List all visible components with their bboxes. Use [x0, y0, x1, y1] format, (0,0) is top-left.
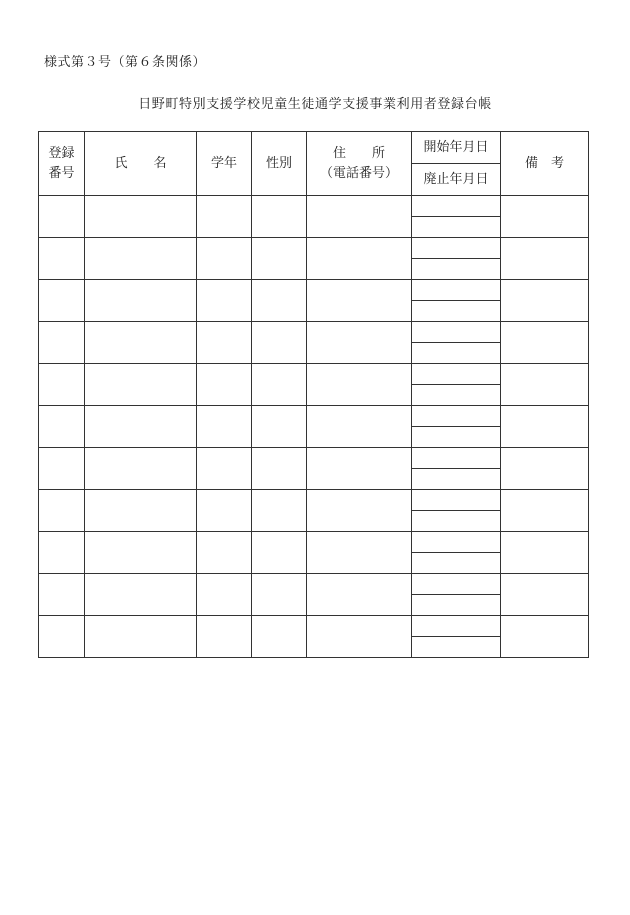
cell-address[interactable] — [307, 532, 412, 574]
cell-start-date[interactable] — [412, 238, 501, 259]
header-address-line1: 住 所 — [332, 145, 385, 161]
header-gender: 性別 — [252, 132, 307, 196]
table-row — [39, 238, 589, 259]
cell-address[interactable] — [307, 322, 412, 364]
cell-gender[interactable] — [252, 532, 307, 574]
cell-grade[interactable] — [197, 364, 252, 406]
cell-remarks[interactable] — [501, 406, 589, 448]
cell-grade[interactable] — [197, 574, 252, 616]
cell-remarks[interactable] — [501, 616, 589, 658]
cell-start-date[interactable] — [412, 280, 501, 301]
cell-name[interactable] — [85, 532, 197, 574]
header-registration-number-line1: 登録 — [48, 145, 75, 161]
cell-name[interactable] — [85, 196, 197, 238]
cell-remarks[interactable] — [501, 196, 589, 238]
cell-gender[interactable] — [252, 574, 307, 616]
cell-name[interactable] — [85, 448, 197, 490]
cell-gender[interactable] — [252, 322, 307, 364]
form-number-label: 様式第３号（第６条関係） — [44, 55, 207, 70]
cell-gender[interactable] — [252, 616, 307, 658]
cell-registration-number[interactable] — [39, 490, 85, 532]
header-registration-number — [39, 132, 85, 196]
table-row — [39, 364, 589, 385]
cell-grade[interactable] — [197, 448, 252, 490]
cell-grade[interactable] — [197, 616, 252, 658]
cell-end-date[interactable] — [412, 553, 501, 574]
table-row — [39, 574, 589, 595]
cell-remarks[interactable] — [501, 490, 589, 532]
table-row — [39, 322, 589, 343]
registration-ledger-table — [38, 131, 589, 658]
cell-grade[interactable] — [197, 322, 252, 364]
cell-start-date[interactable] — [412, 490, 501, 511]
cell-remarks[interactable] — [501, 574, 589, 616]
cell-registration-number[interactable] — [39, 364, 85, 406]
cell-address[interactable] — [307, 238, 412, 280]
cell-registration-number[interactable] — [39, 322, 85, 364]
cell-end-date[interactable] — [412, 637, 501, 658]
table-row — [39, 490, 589, 511]
document-title: 日野町特別支援学校児童生徒通学支援事業利用者登録台帳 — [138, 97, 492, 112]
cell-start-date[interactable] — [412, 532, 501, 553]
cell-end-date[interactable] — [412, 427, 501, 448]
cell-remarks[interactable] — [501, 238, 589, 280]
table-row — [39, 406, 589, 427]
cell-name[interactable] — [85, 574, 197, 616]
cell-registration-number[interactable] — [39, 574, 85, 616]
cell-registration-number[interactable] — [39, 532, 85, 574]
cell-gender[interactable] — [252, 280, 307, 322]
cell-remarks[interactable] — [501, 364, 589, 406]
cell-end-date[interactable] — [412, 511, 501, 532]
table-row — [39, 280, 589, 301]
cell-address[interactable] — [307, 406, 412, 448]
cell-name[interactable] — [85, 406, 197, 448]
cell-registration-number[interactable] — [39, 406, 85, 448]
header-remarks: 備 考 — [501, 132, 589, 196]
cell-remarks[interactable] — [501, 322, 589, 364]
cell-start-date[interactable] — [412, 616, 501, 637]
cell-end-date[interactable] — [412, 217, 501, 238]
cell-name[interactable] — [85, 364, 197, 406]
cell-remarks[interactable] — [501, 532, 589, 574]
cell-address[interactable] — [307, 616, 412, 658]
table-row — [39, 616, 589, 637]
cell-address[interactable] — [307, 196, 412, 238]
table-row — [39, 196, 589, 217]
table-row — [39, 532, 589, 553]
cell-address[interactable] — [307, 574, 412, 616]
cell-grade[interactable] — [197, 532, 252, 574]
cell-end-date[interactable] — [412, 259, 501, 280]
cell-end-date[interactable] — [412, 469, 501, 490]
cell-address[interactable] — [307, 448, 412, 490]
cell-gender[interactable] — [252, 406, 307, 448]
cell-name[interactable] — [85, 322, 197, 364]
cell-start-date[interactable] — [412, 406, 501, 427]
cell-start-date[interactable] — [412, 364, 501, 385]
cell-grade[interactable] — [197, 490, 252, 532]
header-registration-number-line2: 番号 — [48, 165, 75, 181]
cell-remarks[interactable] — [501, 280, 589, 322]
cell-address[interactable] — [307, 280, 412, 322]
header-end-date: 廃止年月日 — [412, 164, 501, 196]
header-address-line2: （電話番号） — [319, 165, 398, 181]
cell-name[interactable] — [85, 238, 197, 280]
cell-grade[interactable] — [197, 196, 252, 238]
cell-name[interactable] — [85, 616, 197, 658]
header-grade: 学年 — [197, 132, 252, 196]
cell-registration-number[interactable] — [39, 616, 85, 658]
cell-address[interactable] — [307, 490, 412, 532]
cell-name[interactable] — [85, 490, 197, 532]
cell-start-date[interactable] — [412, 196, 501, 217]
cell-start-date[interactable] — [412, 448, 501, 469]
cell-grade[interactable] — [197, 406, 252, 448]
cell-end-date[interactable] — [412, 343, 501, 364]
cell-end-date[interactable] — [412, 385, 501, 406]
cell-name[interactable] — [85, 280, 197, 322]
cell-start-date[interactable] — [412, 574, 501, 595]
cell-registration-number[interactable] — [39, 280, 85, 322]
header-address — [307, 132, 412, 196]
cell-address[interactable] — [307, 364, 412, 406]
cell-gender[interactable] — [252, 196, 307, 238]
cell-registration-number[interactable] — [39, 196, 85, 238]
table-row — [39, 448, 589, 469]
cell-end-date[interactable] — [412, 595, 501, 616]
cell-remarks[interactable] — [501, 448, 589, 490]
header-name: 氏 名 — [85, 132, 197, 196]
cell-grade[interactable] — [197, 238, 252, 280]
cell-gender[interactable] — [252, 448, 307, 490]
cell-end-date[interactable] — [412, 301, 501, 322]
header-start-date: 開始年月日 — [412, 132, 501, 164]
cell-registration-number[interactable] — [39, 238, 85, 280]
ledger-body — [39, 196, 589, 658]
cell-gender[interactable] — [252, 238, 307, 280]
cell-start-date[interactable] — [412, 322, 501, 343]
cell-gender[interactable] — [252, 490, 307, 532]
cell-grade[interactable] — [197, 280, 252, 322]
cell-gender[interactable] — [252, 364, 307, 406]
cell-registration-number[interactable] — [39, 448, 85, 490]
